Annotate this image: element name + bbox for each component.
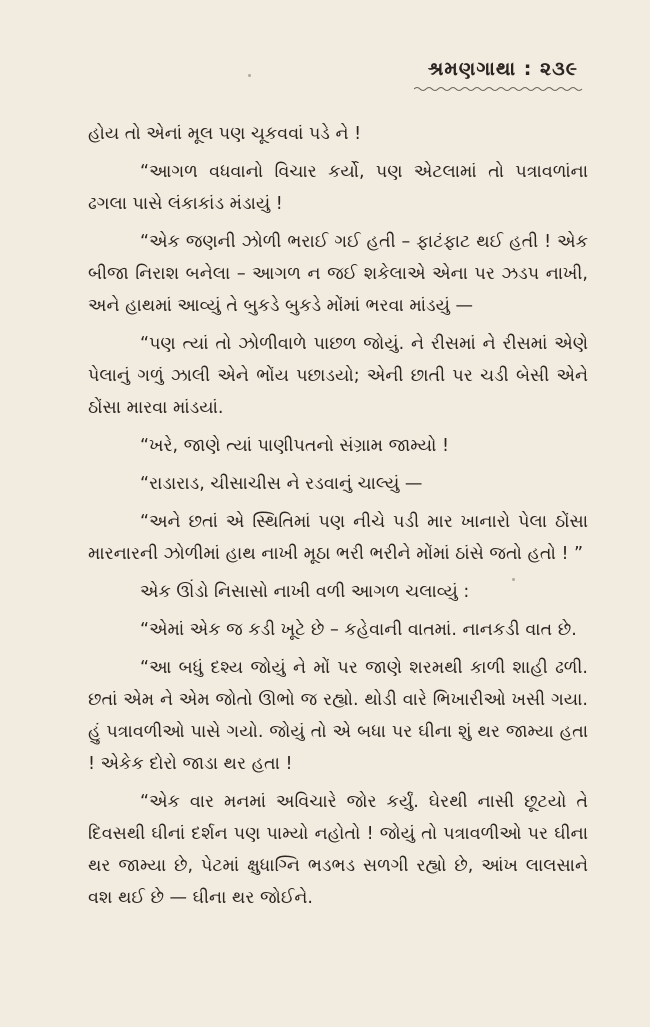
body-text	[88, 118, 588, 920]
paragraph: હોય તો એનાં મૂલ પણ ચૂકવવાં પડે ને !	[88, 124, 362, 144]
running-header: શ્રમણગાથા : ૨૩૯	[427, 58, 578, 80]
paper-speck	[512, 578, 515, 581]
paragraph: “પણ ત્યાં તો ઝોળીવાળે પાછળ જોયું. ને રીસમાં ને રીસમાં એણે પેલાનું ગળું ઝાલી એને ભોંય પછાડયો; એની છાતી પર ચડી બેસી એને ઠોંસા મારવા માંડયાં.	[88, 334, 588, 418]
paragraph: એક ઊંડો નિસાસો નાખી વળી આગળ ચલાવ્યું :	[140, 582, 470, 602]
paragraph: “આગળ વધવાનો વિચાર કર્યો, પણ એટલામાં તો પત્રાવળાંના ઢગલા પાસે લંકાકાંડ મંડાયું !	[88, 162, 588, 214]
paragraph: “એક વાર મનમાં અવિચારે જોર કર્યું. ઘેરથી નાસી છૂટયો તે દિવસથી ઘીનાં દર્શન પણ પામ્યો નહોતો ! જોયું તો પત્રાવળીઓ પર ઘીના થર જામ્યા છે, પેટમાં ક્ષુધાગ્નિ ભડભડ સળગી રહ્યો છે, આંખ લાલસાને વશ થઈ છે — ઘીના થર જોઈને.	[88, 792, 588, 908]
paper-speck	[248, 74, 251, 77]
paragraph: “અને છતાં એ સ્થિતિમાં પણ નીચે પડી માર ખાનારો પેલા ઠોંસા મારનારની ઝોળીમાં હાથ નાખી મૂઠા ભરી ભરીને મોંમાં ઠાંસે જતો હતો ! ”	[88, 512, 588, 564]
paragraph: “ખરે, જાણે ત્યાં પાણીપતનો સંગ્રામ જામ્યો !	[140, 436, 450, 456]
paragraph: “એક જણની ઝોળી ભરાઈ ગઈ હતી – ફાટંફાટ થઈ હતી ! એક બીજા નિરાશ બનેલા – આગળ ન જઈ શકેલાએ એના પર ઝડપ નાખી, અને હાથમાં આવ્યું તે બુકડે બુકડે મોંમાં ભરવા માંડયું —	[88, 232, 588, 316]
paragraph: “એમાં એક જ કડી ખૂટે છે – કહેવાની વાતમાં. નાનકડી વાત છે.	[140, 620, 577, 640]
paragraph: “આ બધું દશ્ય જોયું ને મોં પર જાણે શરમથી કાળી શાહી ઢળી. છતાં એમ ને એમ જોતો ઊભો જ રહ્યો. થોડી વારે ભિખારીઓ ખસી ગયા. હું પત્રાવળીઓ પાસે ગયો. જોયું તો એ બધા પર ઘીના શું થર જામ્યા હતા ! એકેક દોરો જાડા થર હતા !	[88, 658, 588, 774]
header-wavy-underline	[414, 86, 584, 92]
paragraph: “રાડારાડ, ચીસાચીસ ને રડવાનું ચાલ્યું —	[140, 474, 423, 494]
